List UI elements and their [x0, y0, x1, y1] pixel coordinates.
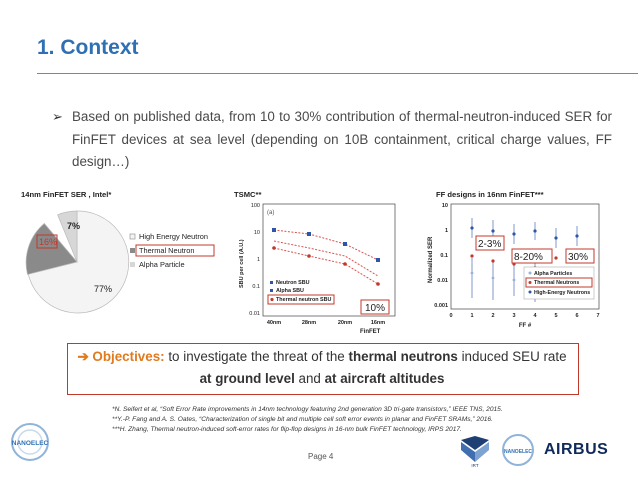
ffd-point [512, 232, 515, 235]
tsmc-callout: 10% [365, 303, 386, 314]
ffd-y-tick: 0.01 [437, 278, 448, 284]
ffd-x-tick: 2 [491, 313, 495, 319]
ffd-y-ticks [434, 203, 448, 309]
tsmc-figure [232, 198, 410, 328]
legend-swatch-thermal [130, 248, 135, 253]
ffd-legend [524, 267, 594, 299]
legend-thermal: Thermal Neutron [139, 246, 195, 255]
tsmc-point [307, 232, 311, 236]
pie-figure [20, 200, 230, 330]
ffd-point [471, 272, 474, 275]
ffd-callout-2: 8-20% [514, 252, 543, 263]
ffd-legend-high-energy: High-Energy Neutrons [534, 290, 591, 296]
tsmc-legend-swatch [270, 298, 273, 301]
tsmc-point [343, 262, 347, 266]
ffd-point [554, 236, 557, 239]
ffd-legend-swatch [529, 272, 532, 275]
pie-label-high-energy: 77% [94, 284, 113, 294]
legend-high-energy: High Energy Neutron [139, 232, 209, 241]
ffd-x-axis-label: FF # [518, 323, 532, 329]
ffd-point [491, 259, 494, 262]
pie-label-alpha: 7% [67, 221, 81, 231]
airbus-logo: AIRBUS [544, 441, 609, 458]
objectives-bold-3: at aircraft altitudes [324, 371, 445, 386]
reference-2: **Y.-P. Fang and A. S. Oates, “Characterization of single bit and multiple cell soft error events in planar and FinFET SRAMs,” 2016. [112, 416, 493, 424]
tsmc-legend-thermal: Thermal neutron SBU [276, 297, 332, 303]
ffd-x-tick: 6 [575, 313, 579, 319]
tsmc-panel-label: (a) [267, 210, 275, 216]
legend-swatch-high-energy [130, 234, 135, 239]
ffd-legend-swatch [529, 281, 532, 284]
slide-title: 1. Context [37, 36, 139, 59]
ffd-point [470, 226, 473, 229]
ffd-callout-3: 30% [568, 252, 589, 263]
ffd-point [554, 256, 557, 259]
ffd-x-tick: 5 [554, 313, 558, 319]
ffd-x-tick: 7 [596, 313, 600, 319]
tsmc-point [272, 246, 276, 250]
ffd-y-axis-label: Normalized SER [428, 236, 434, 283]
ffd-point [533, 229, 536, 232]
reference-3: ***H. Zhang, Thermal neutron-induced soft-error rates for flip-flop designs in 16-nm bulk FinFET technology, IRPS 2017. [112, 426, 462, 434]
logo-text: NANOELEC [503, 449, 533, 455]
objectives-text [67, 346, 577, 390]
objectives-text-1: to investigate the threat of the [164, 349, 349, 364]
ffd-caption: FF designs in 16nm FinFET*** [436, 190, 544, 199]
legend-alpha: Alpha Particle [139, 260, 185, 269]
ffd-x-tick: 3 [512, 313, 516, 319]
ffd-callout-1: 2-3% [478, 239, 502, 250]
tsmc-y-tick: 0.1 [252, 284, 260, 290]
tsmc-y-tick: 0.01 [249, 311, 260, 317]
ffd-legend-thermal: Thermal Neutrons [534, 280, 580, 286]
ffd-point [513, 279, 516, 282]
nanoelec-logo-right [500, 432, 536, 470]
context-bullet [52, 106, 612, 174]
tsmc-y-axis-label: SBU per cell (A.U.) [239, 239, 245, 288]
ffd-point [470, 254, 473, 257]
tsmc-x-tick: 16nm [370, 320, 386, 326]
tsmc-point [376, 258, 380, 262]
ffd-x-tick: 0 [449, 313, 453, 319]
tsmc-legend-swatch [270, 281, 273, 284]
pie-legend [130, 232, 214, 269]
tsmc-x-tick: 28nm [301, 320, 317, 326]
irt-logo [455, 436, 495, 468]
page-number: Page 4 [308, 452, 334, 461]
objectives-label: Objectives: [92, 349, 165, 364]
references [112, 405, 503, 436]
ffd-y-tick: 1 [444, 228, 448, 234]
tsmc-point [307, 254, 311, 258]
title-divider [37, 73, 638, 74]
ffd-y-tick: 0.1 [440, 253, 448, 259]
pie-caption: 14nm FinFET SER , Intel* [21, 190, 112, 199]
objectives-arrow-icon: ➔ [77, 349, 89, 364]
ffd-y-tick: 10 [441, 203, 448, 209]
ffd-x-tick: 1 [470, 313, 474, 319]
logo-text: NANOELEC [11, 440, 49, 447]
tsmc-x-tick: 40nm [266, 320, 282, 326]
bullet-text: Based on published data, from 10 to 30% contribution of thermal-neutron-induced SER for FinFET devices at sea level (depending on 10B containment, critical charge values, FF design…) [72, 109, 612, 169]
tsmc-x-tick: 20nm [337, 320, 353, 326]
tsmc-legend-neutron: Neutron SBU [276, 280, 310, 286]
tsmc-y-ticks [249, 203, 260, 317]
tsmc-y-tick: 1 [256, 257, 260, 263]
ffd-x-tick: 4 [533, 313, 537, 319]
tsmc-point [272, 228, 276, 232]
objectives-text-2: induced SEU rate [457, 349, 567, 364]
tsmc-legend-swatch [270, 289, 273, 292]
pie-label-thermal: 16% [39, 237, 58, 247]
objectives-bold-2: at ground level [199, 371, 295, 386]
tsmc-neutron-points [272, 228, 380, 262]
tsmc-legend-alpha: Alpha SBU [276, 288, 304, 294]
ffd-legend-swatch [529, 291, 532, 294]
tsmc-y-tick: 10 [253, 230, 260, 236]
ffd-point [492, 277, 495, 280]
tsmc-series-neutron [274, 230, 378, 260]
reference-1: *N. Seifert et al, “Soft Error Rate improvements in 14nm technology featuring 2nd generation 3D tri-gate transistors,” IEEE TNS, 2015. [112, 406, 503, 413]
bullet-arrow-icon: ➢ [52, 109, 63, 124]
tsmc-series-alpha [274, 241, 378, 276]
ffd-figure [420, 198, 625, 333]
tsmc-x-ticks [267, 320, 385, 326]
tsmc-point [376, 282, 380, 286]
ffd-x-ticks [449, 313, 599, 319]
tsmc-point [343, 242, 347, 246]
ffd-legend-alpha: Alpha Particles [534, 271, 573, 277]
nanoelec-logo-left [6, 420, 54, 475]
tsmc-x-extra-label: FinFET [360, 329, 381, 335]
ffd-y-tick: 0.001 [434, 303, 448, 309]
ffd-point [491, 229, 494, 232]
tsmc-y-tick: 100 [250, 203, 260, 209]
legend-swatch-alpha [130, 262, 135, 267]
ffd-point [575, 234, 578, 237]
tsmc-legend [268, 280, 334, 304]
logo-text: IRT [471, 463, 479, 468]
objectives-text-3: and [294, 371, 325, 386]
tsmc-caption: TSMC** [234, 190, 262, 199]
objectives-bold-1: thermal neutrons [348, 349, 458, 364]
